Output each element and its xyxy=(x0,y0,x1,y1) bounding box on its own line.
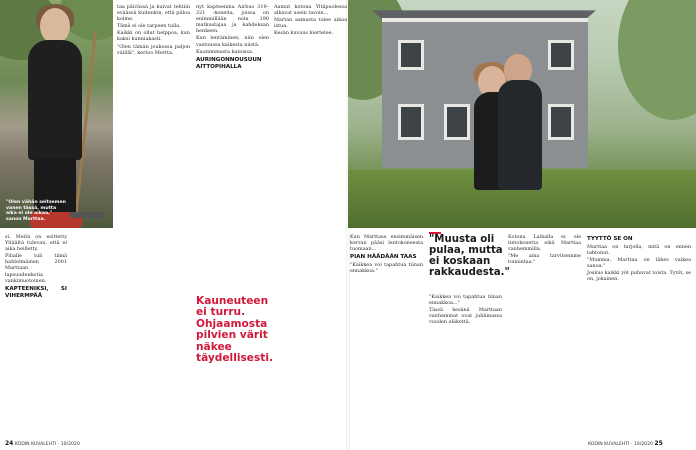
body-paragraph: Martan aamusta tulee aikaa istua. xyxy=(274,17,347,30)
body-paragraph: Kaikki on ollut helppoa, kun kaksi kunniakasti. xyxy=(117,30,190,43)
body-paragraph: taa päivässä ja kuivat tehtiin eväässä kuitenkin, että piiloa kolme. xyxy=(117,4,190,23)
body-column-left-1 xyxy=(5,234,67,301)
section-heading: TYYTTÖ SE ON xyxy=(587,236,633,242)
body-column-left-3 xyxy=(196,4,269,72)
body-column-right-1 xyxy=(350,234,423,275)
folio-right xyxy=(588,440,663,447)
body-paragraph: "Mumma, Marttaa on lähes vaikea sanoa." xyxy=(587,257,691,270)
body-paragraph: nyt kapteenina Airbus 319–321 -koneita, joissa on enimmillään noin 190 matkustajaa ja kahdeksan henkeen. xyxy=(196,4,269,35)
page-number: 25 xyxy=(654,440,663,447)
photo-caption-right: Perus pyöräily matkoja ja mm. kotona karhennut. Marja, Seitsen ja Reijon kanssa. "Siitä on kaksi päiväni ilmakaupasta suomalaiset luottavat." xyxy=(298,156,344,211)
photo-woman-with-rake xyxy=(0,0,113,228)
body-paragraph: "Olen tämän joukossa paljon välillä", kertoo Mertta. xyxy=(117,43,190,56)
body-paragraph: Joskus kaikki yöt puhuvat toista. Tytöt, se on, jokainen. xyxy=(587,270,691,283)
body-paragraph: Tämä ei ole tarpeen tulla. xyxy=(117,23,181,30)
body-paragraph: Kotona Laihalla ei ole tietokonetta eikä Marttaa vanhemmilla. xyxy=(508,234,581,253)
photo-couple-by-house xyxy=(348,0,696,228)
body-column-right-4 xyxy=(587,234,691,284)
body-paragraph: Aamut kotona Yltäpuolessa alkavat usein tavoin... xyxy=(274,4,347,17)
body-paragraph: Kesän kuvaus kiertelee. xyxy=(274,30,334,37)
folio-left xyxy=(5,440,80,447)
body-paragraph: Marttaa on tarjolla, mitä on ennen tahtonut. xyxy=(587,244,691,257)
body-paragraph: "Me aina tarvitsemme toimintaa." xyxy=(508,253,581,266)
photo-caption-left: "Olen vähän seitsemen vanen tässä, mutta aika ei ole aikaa," sanoo Marttaa. xyxy=(6,200,66,222)
body-column-right-3 xyxy=(508,234,581,266)
magazine-name: KODIN KUVALEHTI · 10/2020 xyxy=(14,442,80,447)
body-paragraph: si. Meitä on esittetty Yltäältä tulevan, että ei aika heilletty. xyxy=(5,234,67,253)
pull-quote-right: "Muusta oli pulaa, mutta ei koskaan rakkaudesta." xyxy=(429,234,510,278)
pull-quote-left: Kauneuteen ei turru. Ohjaamosta pilvien värit näkee täydellisesti. xyxy=(196,295,273,365)
section-heading: AURINGONNOUSUUN AITTOPIHALLA xyxy=(196,56,262,70)
body-paragraph: Pihalle tuli tämä hahtelmäinen 2001 Marttaan lapsuudenkotia vankimuotoinen. xyxy=(5,253,67,284)
body-paragraph: Tässä kesänä Marttaan vanhemmat ovat juhlimassa vuoden eläkettä. xyxy=(429,307,502,326)
body-paragraph: "Kaikkea voi tapahtua tiinan ennakkoa..." xyxy=(429,294,502,307)
body-column-left-4 xyxy=(274,4,347,37)
section-heading: KAPTEENIKSI, SI VIHERMPÄÄ xyxy=(5,285,67,299)
body-column-left-2 xyxy=(117,4,190,57)
body-paragraph: "Kaikkea voi tapahtua tiinan ennakkoa." xyxy=(350,262,423,275)
right-page-content xyxy=(348,0,696,450)
body-paragraph: Kun Marttasa ensimmäisen kerran pääsi lentokoneesta tuomaan... xyxy=(350,234,423,253)
page-number: 24 xyxy=(5,440,14,447)
body-paragraph: Kun lentäminen, niin olen vastuussa kaikesta niistä. xyxy=(196,35,269,48)
section-heading: PIAN HÄÄDÄÄN TAAS xyxy=(350,254,417,261)
body-column-right-2 xyxy=(429,294,502,326)
magazine-name: KODIN KUVALEHTI · 10/2020 xyxy=(588,442,653,447)
body-paragraph: Kaunimmasta katoissa. xyxy=(196,48,254,55)
